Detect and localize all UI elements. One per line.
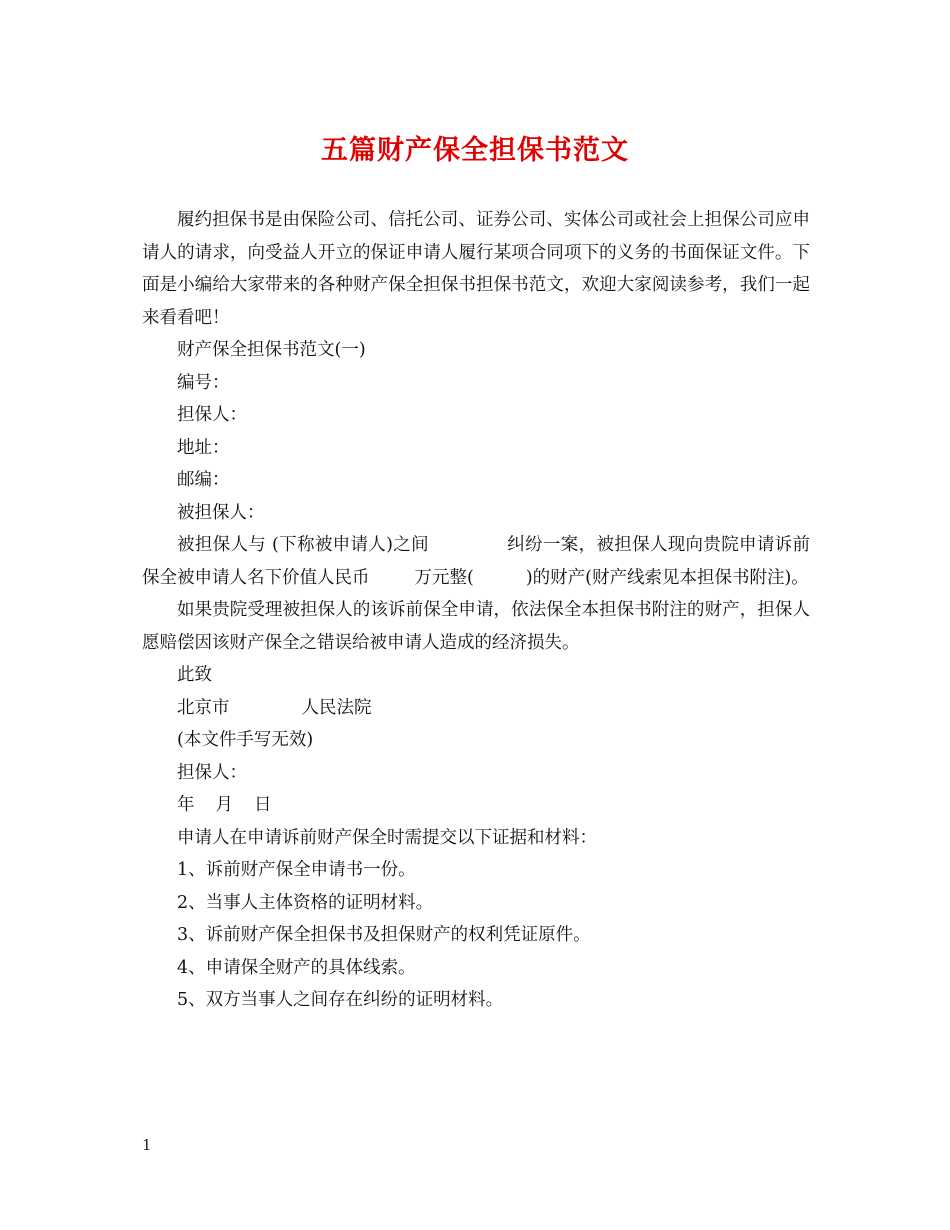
materials-item: 4、申请保全财产的具体线索。 [177,957,416,978]
materials-intro: 申请人在申请诉前财产保全时需提交以下证据和材料： [177,827,597,848]
guarantee-paragraph [142,529,810,594]
materials-item: 1、诉前财产保全申请书一份。 [177,860,416,880]
date-day: 日 [254,795,272,815]
materials-item: 2、当事人主体资格的证明材料。 [177,892,434,913]
date-month: 月 [215,795,233,815]
field-number: 编号： [177,372,230,393]
intro-paragraph: 履约担保书是由保险公司、信托公司、证券公司、实体公司或社会上担保公司应申请人的请求，向受益人开立的保证申请人履行某项合同项下的义务的书面保证文件。下面是小编给大家带来的各种财产保全担保书担保书范文，欢迎大家阅读参考，我们一起来看看吧！ [142,210,810,328]
field-guaranteed-party: 被担保人： [177,502,265,523]
signature-guarantor: 担保人： [177,762,247,783]
materials-item: 3、诉前财产保全担保书及担保财产的权利凭证原件。 [177,925,591,945]
guarantee-text-2: 纠纷一案，被担保人现向贵院申请诉前保全被申请人名下价值人民币 [142,535,811,588]
document-body [142,204,810,1017]
guarantee-text-1: 被担保人与 (下称被申请人)之间 [177,535,429,555]
handwritten-invalid-note: (本文件手写无效) [177,730,314,750]
date-year: 年 [177,795,195,815]
court-city: 北京市 [177,697,230,718]
court-name: 人民法院 [301,697,372,718]
closing-salutation: 此致 [177,665,212,685]
court-line [142,692,810,725]
field-guarantor: 担保人： [177,405,247,425]
date-line [142,789,810,822]
section-heading: 财产保全担保书范文(一) [177,340,366,360]
compensation-paragraph: 如果贵院受理被担保人的该诉前保全申请，依法保全本担保书附注的财产，担保人愿赔偿因该财产保全之错误给被申请人造成的经济损失。 [142,600,810,653]
guarantee-text-4: )的财产(财产线索见本担保书附注)。 [525,567,809,588]
field-postcode: 邮编： [177,470,230,490]
page-number: 1 [142,1136,152,1154]
materials-item: 5、双方当事人之间存在纠纷的证明材料。 [177,990,504,1010]
guarantee-text-3: 万元整( [414,567,474,588]
field-address: 地址： [177,437,230,458]
document-title: 五篇财产保全担保书范文 [321,135,629,166]
